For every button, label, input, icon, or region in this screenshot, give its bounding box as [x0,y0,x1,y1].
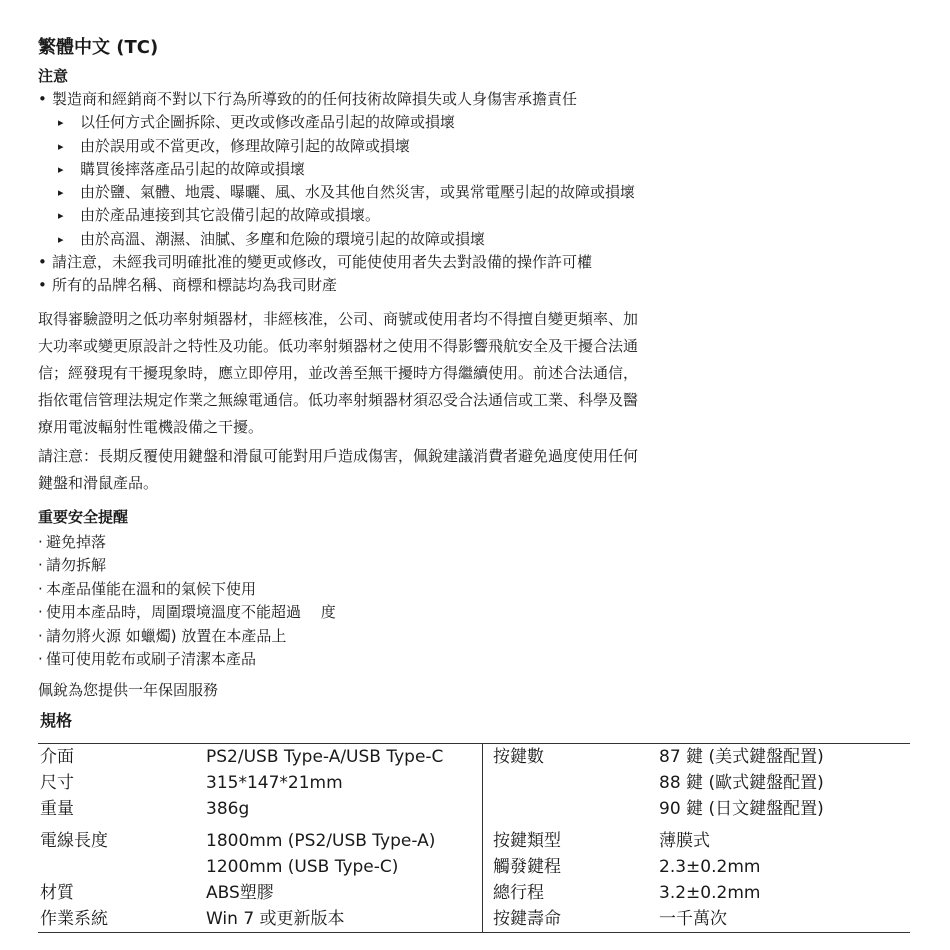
spec-row [38,822,910,854]
notice-sub-item: ▸ 由於高溫、潮濕、油膩、多塵和危險的環境引起的故障或損壞 [38,228,910,251]
spec-label: 重量 [40,799,74,819]
spec-value: ABS塑膠 [206,883,274,903]
notice-sub-item: ▸ 由於誤用或不當更改，修理故障引起的故障或損壞 [38,135,910,158]
health-statement [38,443,910,497]
safety-heading: 重要安全提醒 [38,507,129,526]
spec-label: 介面 [40,747,74,767]
ncc-line: 療用電波輻射性電機設備之干擾。 [38,417,264,436]
manual-page [38,36,910,732]
notice-heading: 注意 [38,67,69,85]
warranty-text: 佩銳為您提供一年保固服務 [38,680,219,699]
ncc-line: 取得審驗證明之低功率射頻器材，非經核准，公司、商號或使用者均不得擅自變更頻率、加 [38,309,639,328]
spec-label: 按鍵類型 [483,822,660,854]
spec-value: 3.2±0.2mm [659,883,761,903]
spec-label: 觸發鍵程 [483,854,660,880]
keys-value-line: 90 鍵 (日文鍵盤配置) [659,799,824,819]
spec-label: 尺寸 [40,773,74,793]
spec-value [206,822,483,880]
spec-label: 按鍵數 [483,744,660,823]
spec-row [38,906,910,933]
notice-bullet: • 請注意，未經我司明確批准的變更或修改，可能使使用者失去對設備的操作許可權 [38,251,910,274]
safety-item: · 本產品僅能在溫和的氣候下使用 [38,578,910,602]
cable-value-line: 1800mm (PS2/USB Type-A) [206,831,436,851]
spec-value: 一千萬次 [659,909,727,929]
cable-value-line: 1200mm (USB Type-C) [206,857,399,877]
health-line: 請注意：長期反覆使用鍵盤和滑鼠可能對用戶造成傷害，佩銳建議消費者避免過度使用任何 [38,446,639,465]
notice-sub-item: ▸ 由於鹽、氣體、地震、曝曬、風、水及其他自然災害，或異常電壓引起的故障或損壞 [38,181,910,204]
ncc-line: 指依電信管理法規定作業之無線電通信。低功率射頻器材須忍受合法通信或工業、科學及醫 [38,390,639,409]
keys-value-line: 88 鍵 (歐式鍵盤配置) [659,773,824,793]
spec-label: 電線長度 [40,831,108,851]
safety-item: · 請勿將火源 如蠟燭) 放置在本產品上 [38,625,910,649]
notice-bullet: • 製造商和經銷商不對以下行為所導致的的任何技術故障損失或人身傷害承擔責任 [38,88,910,111]
section-title: 繁體中文 (TC) [38,37,159,58]
notice-bullet: • 所有的品牌名稱、商標和標誌均為我司財產 [38,274,910,297]
safety-item: · 請勿拆解 [38,554,910,578]
health-line: 鍵盤和滑鼠產品。 [38,473,159,492]
spec-value: PS2/USB Type-A/USB Type-C [206,747,444,767]
spec-value [659,744,910,823]
safety-item: · 使用本產品時，周圍環境溫度不能超過 度 [38,601,910,625]
safety-item: · 僅可使用乾布或刷子清潔本產品 [38,648,910,672]
spec-label: 材質 [40,883,74,903]
spec-label: 總行程 [483,880,660,906]
keys-value-line: 87 鍵 (美式鍵盤配置) [659,747,824,767]
spec-row [38,880,910,906]
spec-value: 薄膜式 [659,831,710,851]
spec-value: 315*147*21mm [206,773,343,793]
notice-sub-item: ▸ 由於產品連接到其它設備引起的故障或損壞。 [38,204,910,227]
spec-label: 按鍵壽命 [483,906,660,933]
notice-sub-item: ▸ 購買後摔落產品引起的故障或損壞 [38,158,910,181]
spec-value: 386g [206,799,250,819]
ncc-line: 信；經發現有干擾現象時，應立即停用，並改善至無干擾時方得繼續使用。前述合法通信， [38,363,639,382]
notice-sub-item: ▸ 以任何方式企圖拆除、更改或修改產品引起的故障或損壞 [38,111,910,134]
spec-value: 2.3±0.2mm [659,857,761,877]
safety-item: · 避免掉落 [38,531,910,555]
ncc-line: 大功率或變更原設計之特性及功能。低功率射頻器材之使用不得影響飛航安全及干擾合法通 [38,336,639,355]
spec-value: Win 7 或更新版本 [206,909,345,929]
spec-row [38,744,910,771]
spec-label: 作業系統 [40,909,108,929]
spec-heading: 規格 [40,710,73,730]
spec-table [38,743,910,933]
ncc-statement [38,306,910,441]
